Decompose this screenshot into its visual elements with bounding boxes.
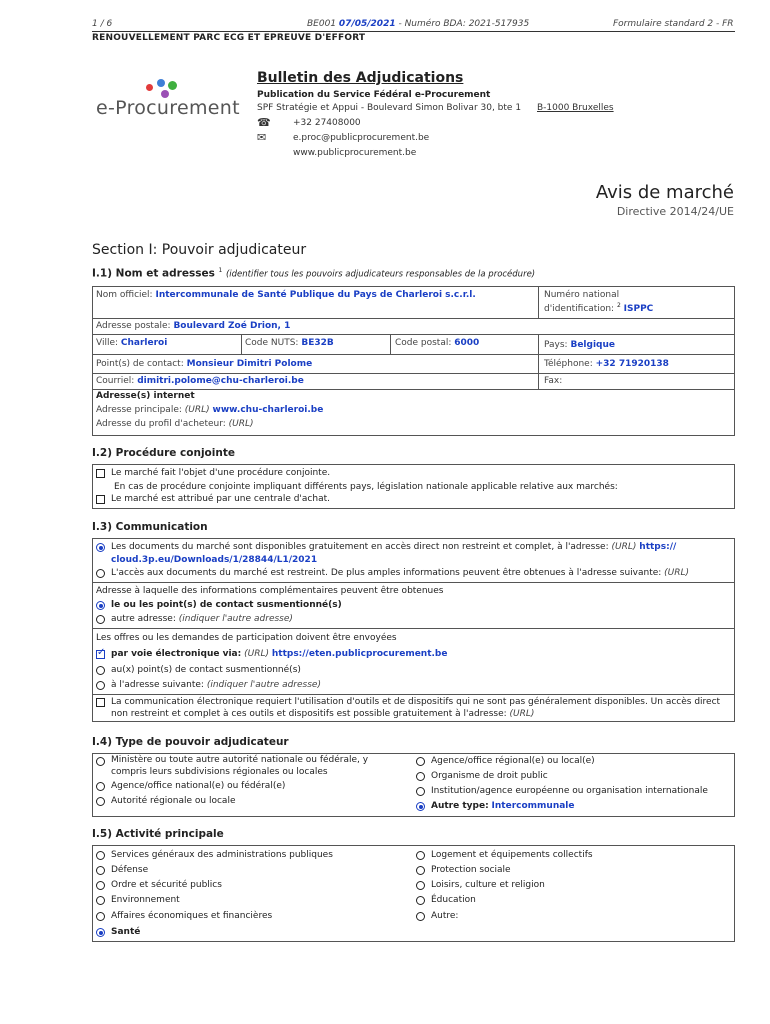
bulletin-title: Bulletin des Adjudications xyxy=(257,70,464,86)
telephone: Téléphone: +32 71920138 xyxy=(544,359,669,369)
i5-option: Affaires économiques et financières xyxy=(111,911,273,921)
i4-eu-institution-radio[interactable] xyxy=(416,787,425,796)
i4-regional-authority-radio[interactable] xyxy=(96,797,105,806)
publisher-email[interactable]: e.proc@publicprocurement.be xyxy=(293,133,430,143)
i4-heading: I.4) Type de pouvoir adjudicateur xyxy=(92,736,289,748)
i3-heading: I.3) Communication xyxy=(92,521,208,533)
i5-radio[interactable] xyxy=(96,912,105,921)
i4-public-body-radio[interactable] xyxy=(416,772,425,781)
directive: Directive 2014/24/UE xyxy=(616,205,734,218)
publisher-website[interactable]: www.publicprocurement.be xyxy=(293,148,417,158)
joint-procedure-checkbox[interactable] xyxy=(96,469,105,478)
internet-addresses-label: Adresse(s) internet xyxy=(96,391,195,401)
national-id: d'identification: $^2$ ISPPC xyxy=(544,302,654,314)
electronic-tools-label-2: non restreint et complet à ces outils et dispositifs est possible gratuitement à l'adresse: (URL) xyxy=(111,709,535,719)
i5-radio[interactable] xyxy=(416,896,425,905)
offers-contact-label: au(x) point(s) de contact susmentionné(s) xyxy=(111,665,301,675)
form-type: Formulaire standard 2 - FR xyxy=(613,19,734,29)
city: Ville: Charleroi xyxy=(96,338,168,348)
i5-radio[interactable] xyxy=(96,896,105,905)
info-other-label: autre adresse: (indiquer l'autre adresse) xyxy=(111,614,293,624)
buyer-profile-address: Adresse du profil d'acheteur: (URL) xyxy=(96,419,254,429)
i5-radio[interactable] xyxy=(96,881,105,890)
i4-regional-authority-label: Autorité régionale ou locale xyxy=(111,796,236,806)
i5-option: Services généraux des administrations publiques xyxy=(111,850,333,860)
i5-radio[interactable] xyxy=(416,912,425,921)
contact-point: Point(s) de contact: Monsieur Dimitri Polome xyxy=(96,359,313,369)
publisher-phone: +32 27408000 xyxy=(293,118,361,128)
i5-option: Loisirs, culture et religion xyxy=(431,880,545,890)
joint-procedure-note: En cas de procédure conjointe impliquant différents pays, législation nationale applicable relative aux marchés: xyxy=(114,482,618,492)
bda-number: - Numéro BDA: 2021-517935 xyxy=(398,19,530,29)
info-address-head: Adresse à laquelle des informations complémentaires peuvent être obtenues xyxy=(96,586,444,596)
official-name: Nom officiel: Intercommunale de Santé Publique du Pays de Charleroi s.c.r.l. xyxy=(96,290,476,300)
i4-other-type-radio[interactable] xyxy=(416,802,425,811)
i5-option: Défense xyxy=(111,865,149,875)
docs-restricted-label: L'accès aux documents du marché est restreint. De plus amples informations peuvent être obtenues à l'adresse suivante: (URL) xyxy=(111,568,690,578)
docs-free-label: Les documents du marché sont disponibles gratuitement en accès direct non restreint et complet, à l'adresse: (URL) https:// xyxy=(111,542,677,552)
postal-code: Code postal: 6000 xyxy=(395,338,480,348)
form-reference xyxy=(307,19,529,29)
docs-free-radio[interactable] xyxy=(96,543,105,552)
i5-option: Éducation xyxy=(431,895,476,905)
phone-icon: ☎ xyxy=(257,116,271,129)
docs-restricted-radio[interactable] xyxy=(96,569,105,578)
central-purchasing-checkbox[interactable] xyxy=(96,495,105,504)
i5-health-label: Santé xyxy=(111,927,141,937)
i5-option: Protection sociale xyxy=(431,865,511,875)
section-title: Section I: Pouvoir adjudicateur xyxy=(92,242,307,258)
central-purchasing-label: Le marché est attribué par une centrale d'achat. xyxy=(111,494,330,504)
publisher-city: B-1000 Bruxelles xyxy=(537,103,614,113)
i5-radio[interactable] xyxy=(96,866,105,875)
i4-regional-agency-label: Agence/office régional(e) ou local(e) xyxy=(431,756,595,766)
offers-contact-radio[interactable] xyxy=(96,666,105,675)
e-procurement-logo-icon xyxy=(140,78,200,98)
offers-electronic-checkbox[interactable] xyxy=(96,650,105,659)
i4-eu-institution-label: Institution/agence européenne ou organisation internationale xyxy=(431,786,708,796)
i5-option: Environnement xyxy=(111,895,180,905)
i5-option: Logement et équipements collectifs xyxy=(431,850,593,860)
info-contact-radio[interactable] xyxy=(96,601,105,610)
publication-date: 07/05/2021 xyxy=(338,19,396,29)
email[interactable]: Courriel: dimitri.polome@chu-charleroi.be xyxy=(96,376,304,386)
nuts-code: Code NUTS: BE32B xyxy=(245,338,334,348)
joint-procedure-label: Le marché fait l'objet d'une procédure conjointe. xyxy=(111,468,331,478)
offers-head: Les offres ou les demandes de participation doivent être envoyées xyxy=(96,633,397,643)
i4-public-body-label: Organisme de droit public xyxy=(431,771,548,781)
national-id-label: Numéro national xyxy=(544,290,620,300)
main-address[interactable]: Adresse principale: (URL) www.chu-charleroi.be xyxy=(96,405,324,415)
i4-other-type-label: Autre type: Intercommunale xyxy=(431,801,575,811)
electronic-tools-label: La communication électronique requiert l'utilisation d'outils et de dispositifs qui ne sont pas généralement disponibles. Un accès direct xyxy=(111,697,721,707)
header-divider xyxy=(92,31,735,32)
i4-ministry-radio[interactable] xyxy=(96,757,105,766)
fax: Fax: xyxy=(544,376,563,386)
offers-address-radio[interactable] xyxy=(96,681,105,690)
form-code: BE001 xyxy=(307,19,337,29)
i4-national-agency-label: Agence/office national(e) ou fédéral(e) xyxy=(111,781,286,791)
document-title: RENOUVELLEMENT PARC ECG ET EPREUVE D'EFFORT xyxy=(92,33,366,43)
i1-heading: I.1) Nom et adresses $^1$ (identifier tous les pouvoirs adjudicateurs responsables de la procédure) xyxy=(92,267,536,280)
i4-regional-agency-radio[interactable] xyxy=(416,757,425,766)
publication-line: Publication du Service Fédéral e-Procurement xyxy=(257,90,491,100)
logo-text: e-Procurement xyxy=(96,97,240,119)
page-number: 1 / 6 xyxy=(92,19,113,29)
i4-ministry-label: Ministère ou toute autre autorité nationale ou fédérale, y xyxy=(111,755,369,765)
postal-address: Adresse postale: Boulevard Zoé Drion, 1 xyxy=(96,321,291,331)
i5-option: Ordre et sécurité publics xyxy=(111,880,222,890)
i5-radio[interactable] xyxy=(96,851,105,860)
i5-radio[interactable] xyxy=(416,881,425,890)
i5-option: Autre: xyxy=(431,911,459,921)
i5-radio[interactable] xyxy=(416,866,425,875)
docs-url[interactable]: cloud.3p.eu/Downloads/1/28844/L1/2021 xyxy=(111,555,318,565)
i5-radio[interactable] xyxy=(416,851,425,860)
i4-ministry-label-2: compris leurs subdivisions régionales ou locales xyxy=(111,767,328,777)
offers-address-label: à l'adresse suivante: (indiquer l'autre adresse) xyxy=(111,680,321,690)
info-contact-label: le ou les point(s) de contact susmentionné(s) xyxy=(111,600,342,610)
publisher-address: SPF Stratégie et Appui - Boulevard Simon Bolivar 30, bte 1 xyxy=(257,103,522,113)
i5-health-radio[interactable] xyxy=(96,928,105,937)
notice-title: Avis de marché xyxy=(595,182,734,203)
mail-icon: ✉ xyxy=(257,131,267,144)
i4-national-agency-radio[interactable] xyxy=(96,782,105,791)
electronic-tools-checkbox[interactable] xyxy=(96,698,105,707)
i2-heading: I.2) Procédure conjointe xyxy=(92,447,235,459)
offers-electronic-label: par voie électronique via: (URL) https://eten.publicprocurement.be xyxy=(111,649,448,659)
country: Pays: Belgique xyxy=(544,340,615,350)
info-other-radio[interactable] xyxy=(96,615,105,624)
i5-heading: I.5) Activité principale xyxy=(92,828,224,840)
